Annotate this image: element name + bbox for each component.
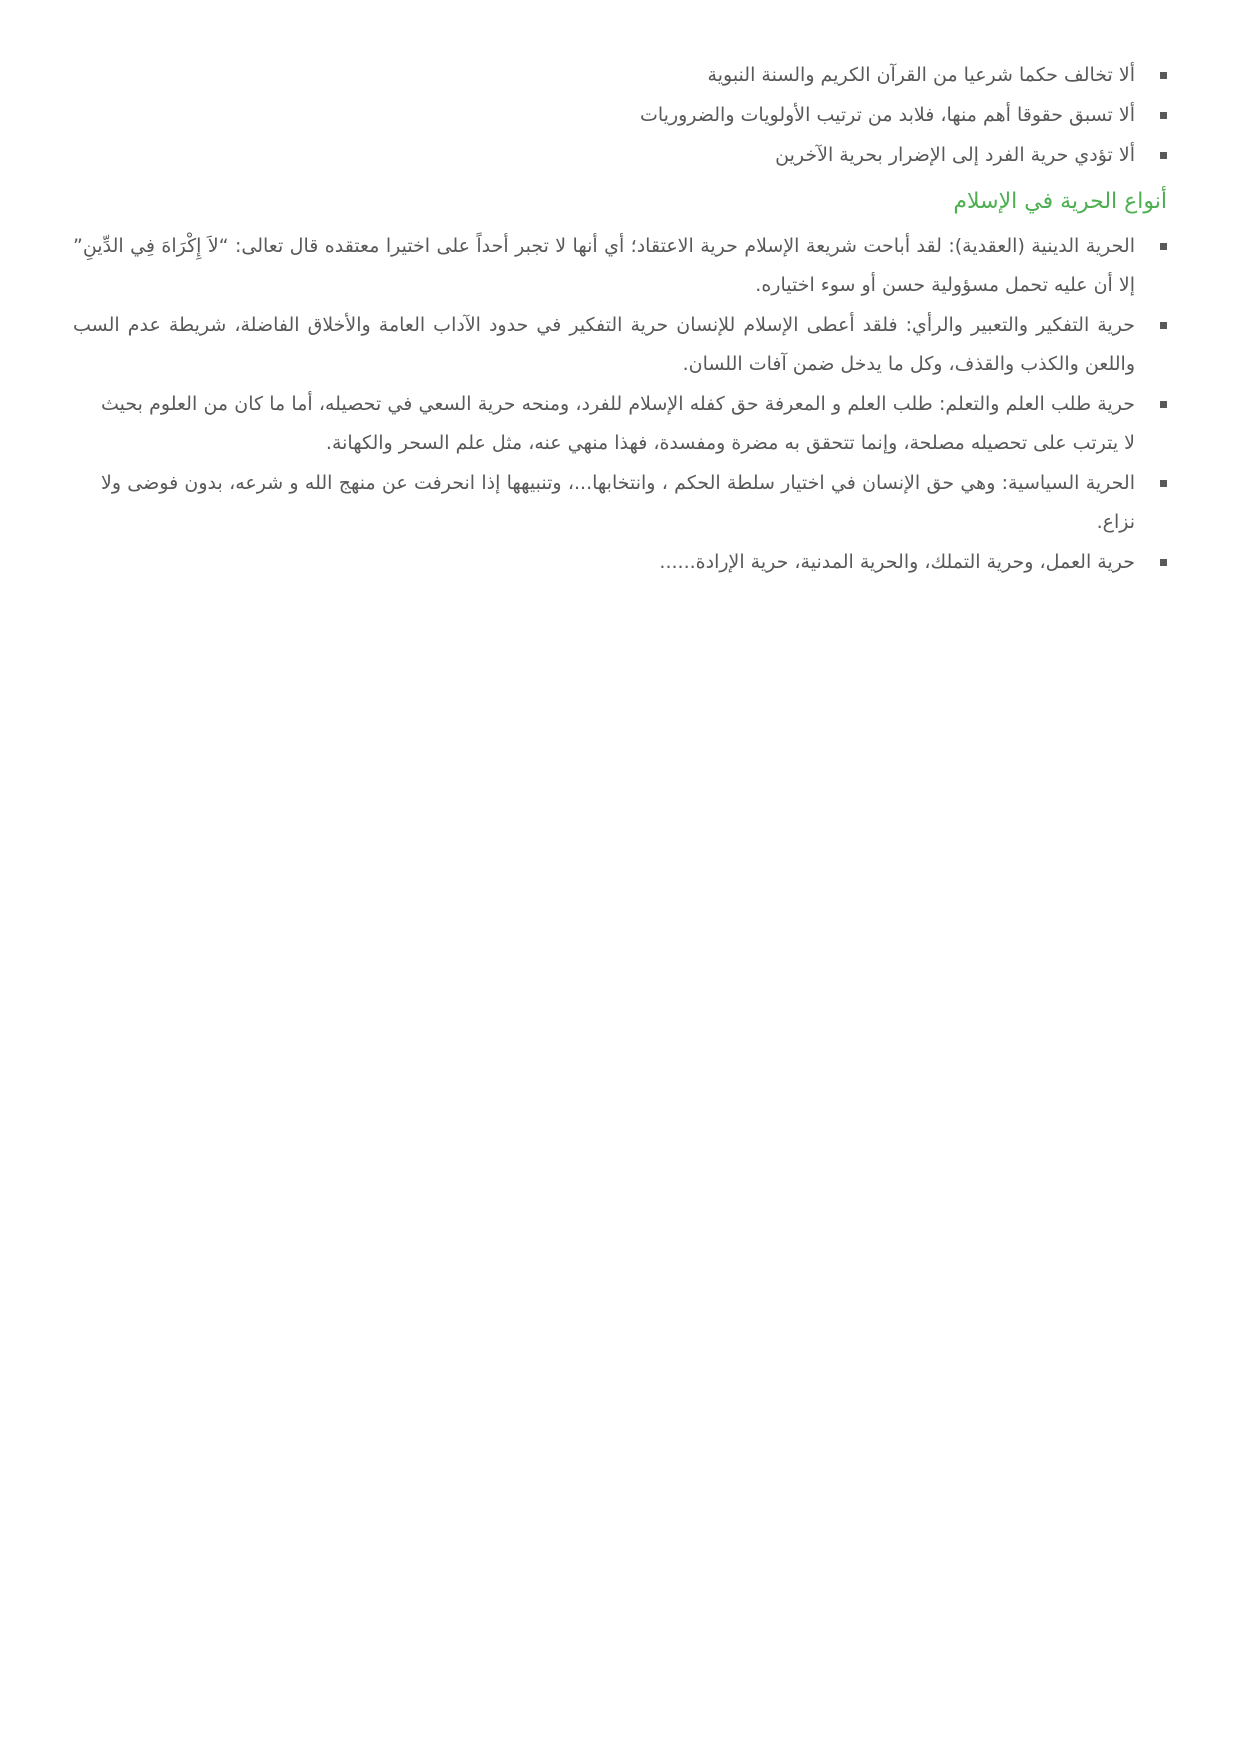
conditions-list (67, 56, 1167, 175)
list-item (67, 385, 1167, 463)
list-item (67, 306, 1167, 384)
list-item-text: حرية العمل، وحرية التملك، والحرية المدنية، حرية الإرادة...... (659, 551, 1135, 573)
list-item (67, 96, 1167, 135)
list-item-text: حرية طلب العلم والتعلم: طلب العلم و المعرفة حق كفله الإسلام للفرد، ومنحه حرية السعي في تحصيله، أما ما كان من العلوم بحيث لا يترتب على تحصيله مصلحة، وإنما تتحقق به مضرة ومفسدة، فهذا منهي عنه، مثل علم السحر والكهانة. (101, 393, 1135, 454)
square-bullet-icon (1160, 559, 1167, 566)
square-bullet-icon (1160, 401, 1167, 408)
square-bullet-icon (1160, 480, 1167, 487)
square-bullet-icon (1160, 152, 1167, 159)
list-item-text: ألا تؤدي حرية الفرد إلى الإضرار بحرية الآخرين (775, 144, 1135, 166)
list-item (67, 543, 1167, 582)
square-bullet-icon (1160, 72, 1167, 79)
document-page (67, 56, 1167, 583)
list-item-text: الحرية الدينية (العقدية): لقد أباحت شريعة الإسلام حرية الاعتقاد؛ أي أنها لا تجبر أحداً على اختيرا معتقده قال تعالى: “لاَ إِكْرَاهَ فِي الدِّينِ” إلا أن عليه تحمل مسؤولية حسن أو سوء اختياره. (73, 235, 1135, 296)
list-item (67, 464, 1167, 542)
list-item-text: ألا تخالف حكما شرعيا من القرآن الكريم والسنة النبوية (707, 64, 1135, 86)
list-item-text: حرية التفكير والتعبير والرأي: فلقد أعطى الإسلام للإنسان حرية التفكير في حدود الآداب العامة والأخلاق الفاضلة، شريطة عدم السب واللعن والكذب والقذف، وكل ما يدخل ضمن آفات اللسان. (73, 314, 1135, 375)
list-item-text: ألا تسبق حقوقا أهم منها، فلابد من ترتيب الأولويات والضروريات (639, 104, 1135, 126)
list-item (67, 136, 1167, 175)
list-item (67, 227, 1167, 305)
section-heading: أنواع الحرية في الإسلام (953, 189, 1167, 214)
square-bullet-icon (1160, 112, 1167, 119)
square-bullet-icon (1160, 322, 1167, 329)
freedom-types-list (67, 227, 1167, 582)
list-item-text: الحرية السياسية: وهي حق الإنسان في اختيار سلطة الحكم ، وانتخابها...، وتنبيهها إذا انحرفت عن منهج الله و شرعه، بدون فوضى ولا نزاع. (101, 472, 1135, 533)
list-item (67, 56, 1167, 95)
square-bullet-icon (1160, 243, 1167, 250)
